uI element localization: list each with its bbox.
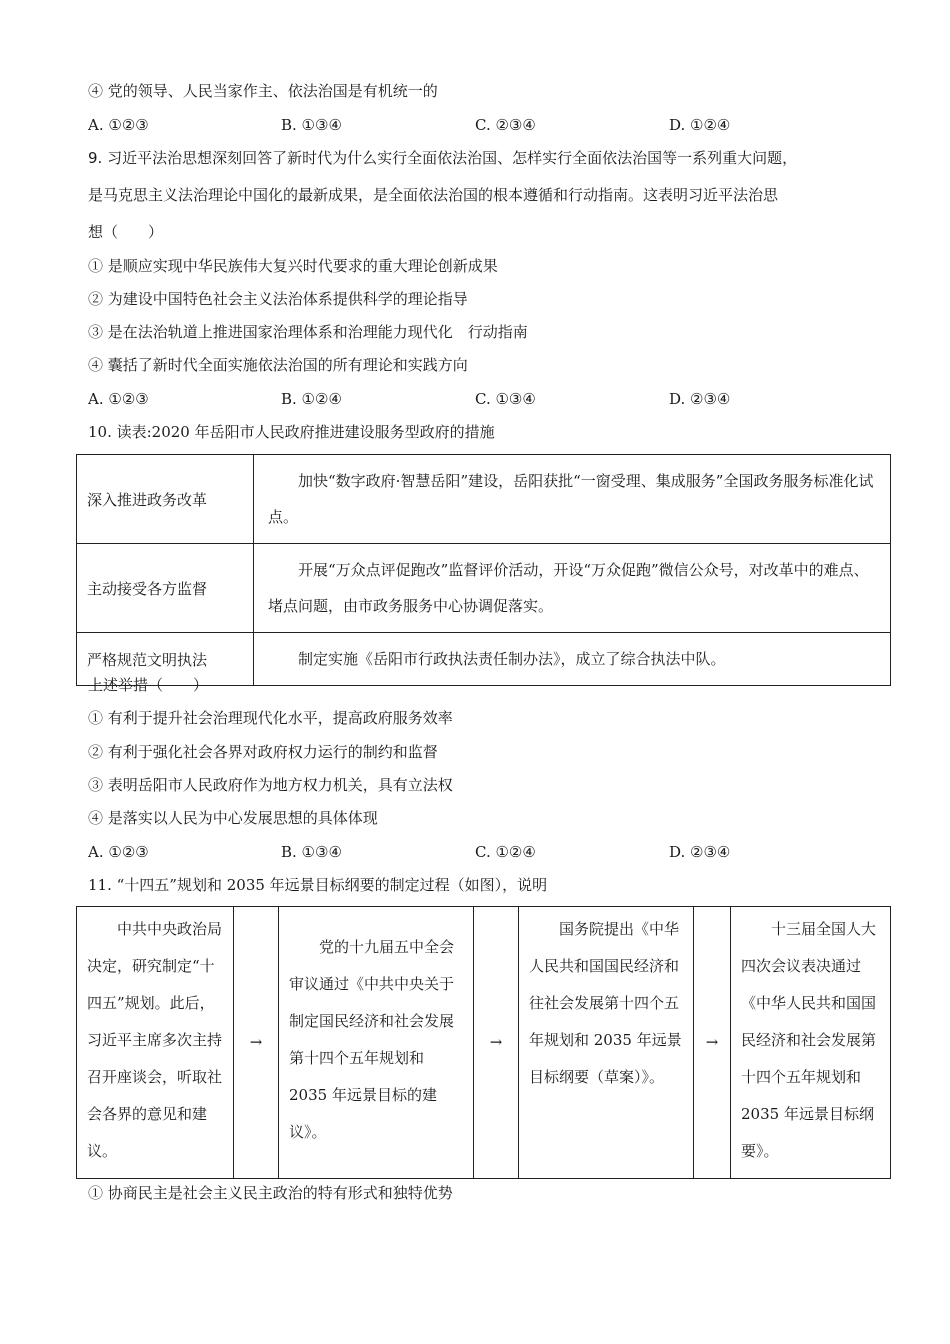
table-row — [77, 455, 891, 544]
table-row-content: 制定实施《岳阳市行政执法责任制办法》，成立了综合执法中队。 — [254, 633, 891, 686]
q9-option-a: A. ①②③ — [88, 390, 149, 408]
q10-option-a: A. ①②③ — [88, 843, 149, 861]
q9-number: 9. — [88, 149, 103, 167]
q9-option-d: D. ②③④ — [669, 390, 731, 408]
q8-option-b: B. ①③④ — [281, 116, 342, 134]
arrow-right-icon: → — [234, 907, 279, 1179]
q11-process-flow — [76, 906, 891, 1179]
q9-item-4: ④ 囊括了新时代全面实施依法治国的所有理论和实践方向 — [88, 356, 468, 374]
q8-option-d: D. ①②④ — [669, 116, 731, 134]
table-row-content: 加快“数字政府·智慧岳阳”建设，岳阳获批“一窗受理、集成服务”全国政务服务标准化试点。 — [254, 455, 891, 544]
table-row-label: 严格规范文明执法 — [77, 633, 254, 686]
table-row-label: 主动接受各方监督 — [77, 544, 254, 633]
table-row — [77, 544, 891, 633]
table-row-label: 深入推进政务改革 — [77, 455, 254, 544]
arrow-right-icon: → — [474, 907, 519, 1179]
table-row-content: 开展“万众点评促跑改”监督评价活动，开设“万众促跑”微信公众号，对改革中的难点、堵点问题，由市政务服务中心协调促落实。 — [254, 544, 891, 633]
arrow-right-icon: → — [694, 907, 731, 1179]
q10-item-3: ③ 表明岳阳市人民政府作为地方权力机关，具有立法权 — [88, 776, 453, 794]
q10-item-2: ② 有利于强化社会各界对政府权力运行的制约和监督 — [88, 743, 438, 761]
q10-item-1: ① 有利于提升社会治理现代化水平，提高政府服务效率 — [88, 709, 453, 727]
q10-option-c: C. ①②④ — [475, 843, 536, 861]
q8-item-4: ④ 党的领导、人民当家作主、依法治国是有机统一的 — [88, 82, 438, 100]
q9-stem-text: 习近平法治思想深刻回答了新时代为什么实行全面依法治国、怎样实行全面依法治国等一系列重大问题， — [107, 149, 798, 167]
q11-stem: 11. “十四五”规划和 2035 年远景目标纲要的制定过程（如图），说明 — [88, 876, 548, 894]
q10-after: 上述举措（ ） — [88, 676, 209, 694]
q10-measures-table — [76, 454, 891, 686]
q9-option-b: B. ①②④ — [281, 390, 342, 408]
q11-item-1: ① 协商民主是社会主义民主政治的特有形式和独特优势 — [88, 1184, 453, 1202]
q9-stem-line-3: 想（ ） — [88, 223, 164, 241]
q9-stem-line-1 — [88, 148, 797, 168]
flow-row — [77, 907, 891, 1179]
q8-option-c: C. ②③④ — [475, 116, 536, 134]
q10-option-b: B. ①③④ — [281, 843, 342, 861]
q9-item-1: ① 是顺应实现中华民族伟大复兴时代要求的重大理论创新成果 — [88, 257, 498, 275]
q9-item-3: ③ 是在法治轨道上推进国家治理体系和治理能力现代化 行动指南 — [88, 323, 528, 341]
flow-step-4: 十三届全国人大四次会议表决通过《中华人民共和国国民经济和社会发展第十四个五年规划和 2035 年远景目标纲要》。 — [731, 907, 891, 1179]
flow-step-3: 国务院提出《中华人民共和国国民经济和往社会发展第十四个五年规划和 2035 年远景目标纲要（草案）》。 — [519, 907, 694, 1179]
q9-stem-line-2: 是马克思主义法治理论中国化的最新成果，是全面依法治国的根本遵循和行动指南。这表明习近平法治思 — [88, 186, 779, 204]
q10-stem: 10. 读表:2020 年岳阳市人民政府推进建设服务型政府的措施 — [88, 423, 495, 441]
q10-option-d: D. ②③④ — [669, 843, 731, 861]
q10-item-4: ④ 是落实以人民为中心发展思想的具体体现 — [88, 809, 378, 827]
q9-option-c: C. ①③④ — [475, 390, 536, 408]
flow-step-1: 中共中央政治局决定，研究制定“十四五”规划。此后，习近平主席多次主持召开座谈会，听取社会各界的意见和建议。 — [77, 907, 234, 1179]
flow-step-2: 党的十九届五中全会审议通过《中共中央关于制定国民经济和社会发展第十四个五年规划和 2035 年远景目标的建议》。 — [279, 907, 474, 1179]
q9-item-2: ② 为建设中国特色社会主义法治体系提供科学的理论指导 — [88, 290, 468, 308]
q8-option-a: A. ①②③ — [88, 116, 149, 134]
